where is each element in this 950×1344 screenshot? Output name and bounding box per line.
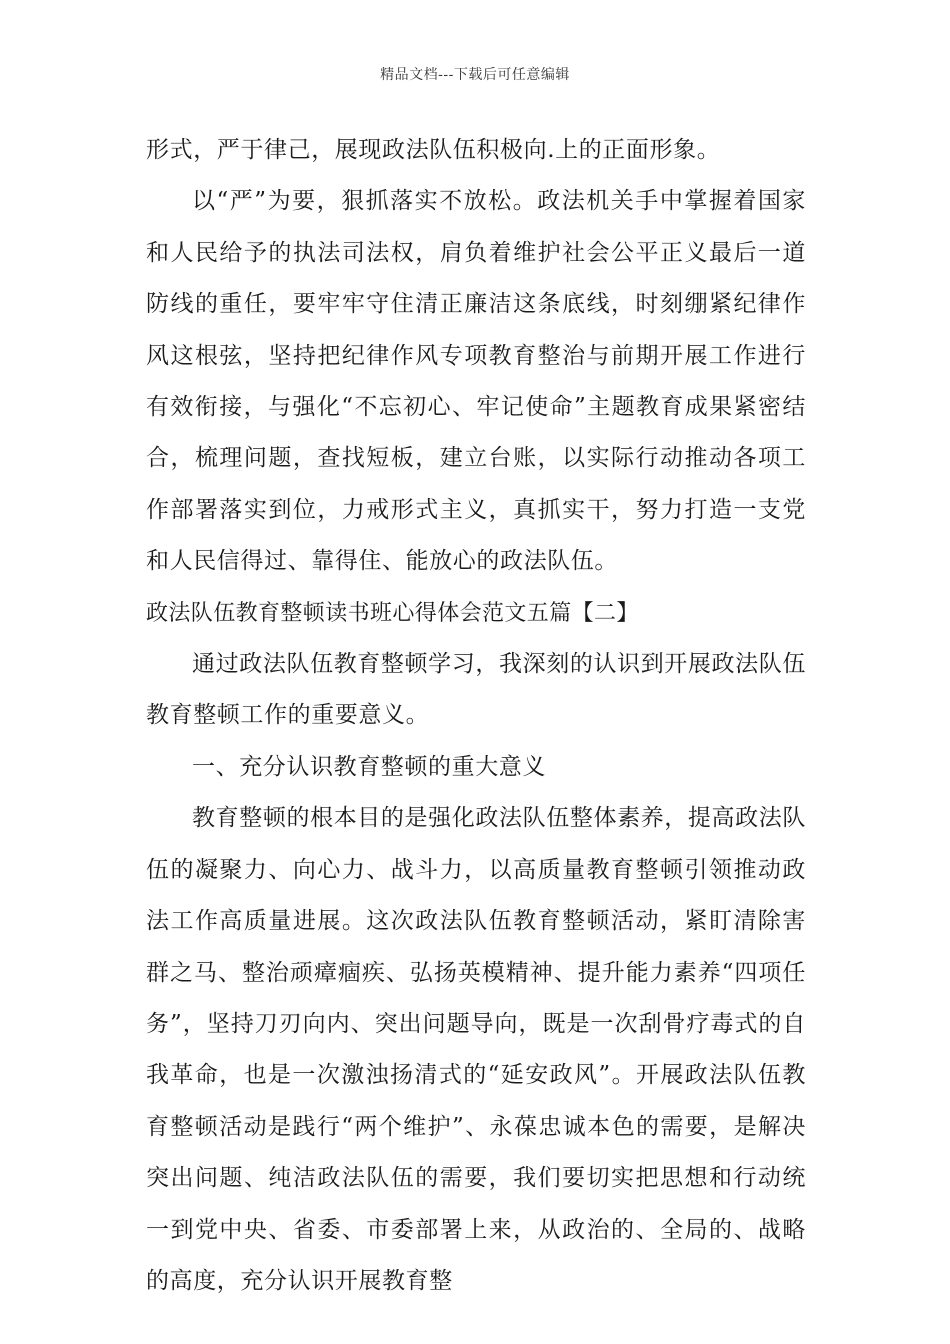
page-header: 精品文档---下载后可任意编辑: [380, 67, 570, 83]
paragraph-significance: 教育整顿的根本目的是强化政法队伍整体素养，提高政法队伍的凝聚力、向心力、战斗力，以高质量教育整顿引领推动政法工作高质量进展。这次政法队伍教育整顿活动，紧盯清除害群之马、整治顽瘴痼疾、弘扬英模精神、提升能力素养“四项任务”，坚持刀刃向内、突出问题导向，既是一次刮骨疗毒式的自我革命，也是一次激浊扬清式的“延安政风”。开展政法队伍教育整顿活动是践行“两个维护”、永葆忠诚本色的需要，是解决突出问题、纯洁政法队伍的需要，我们要切实把思想和行动统一到党中央、省委、市委部署上来，从政治的、全局的、战略的高度，充分认识开展教育整: [146, 805, 806, 1294]
paragraph-continuation: 形式，严于律己，展现政法队伍积极向.上的正面形象。: [146, 137, 721, 163]
section-heading: 政法队伍教育整顿读书班心得体会范文五篇【二】: [146, 600, 639, 626]
paragraph-intro: 通过政法队伍教育整顿学习，我深刻的认识到开展政法队伍教育整顿工作的重要意义。: [146, 651, 806, 729]
paragraph-discipline: 以“严”为要，狠抓落实不放松。政法机关手中掌握着国家和人民给予的执法司法权，肩负着维护社会公平正义最后一道防线的重任，要牢牢守住清正廉洁这条底线，时刻绷紧纪律作风这根弦，坚持把纪律作风专项教育整治与前期开展工作进行有效衔接，与强化“不忘初心、牢记使命”主题教育成果紧密结合，梳理问题，查找短板，建立台账，以实际行动推动各项工作部署落实到位，力戒形式主义，真抓实干，努力打造一支党和人民信得过、靠得住、能放心的政法队伍。: [146, 188, 806, 575]
subheading-significance: 一、充分认识教育整顿的重大意义: [192, 753, 546, 780]
document-body: [146, 125, 806, 1307]
